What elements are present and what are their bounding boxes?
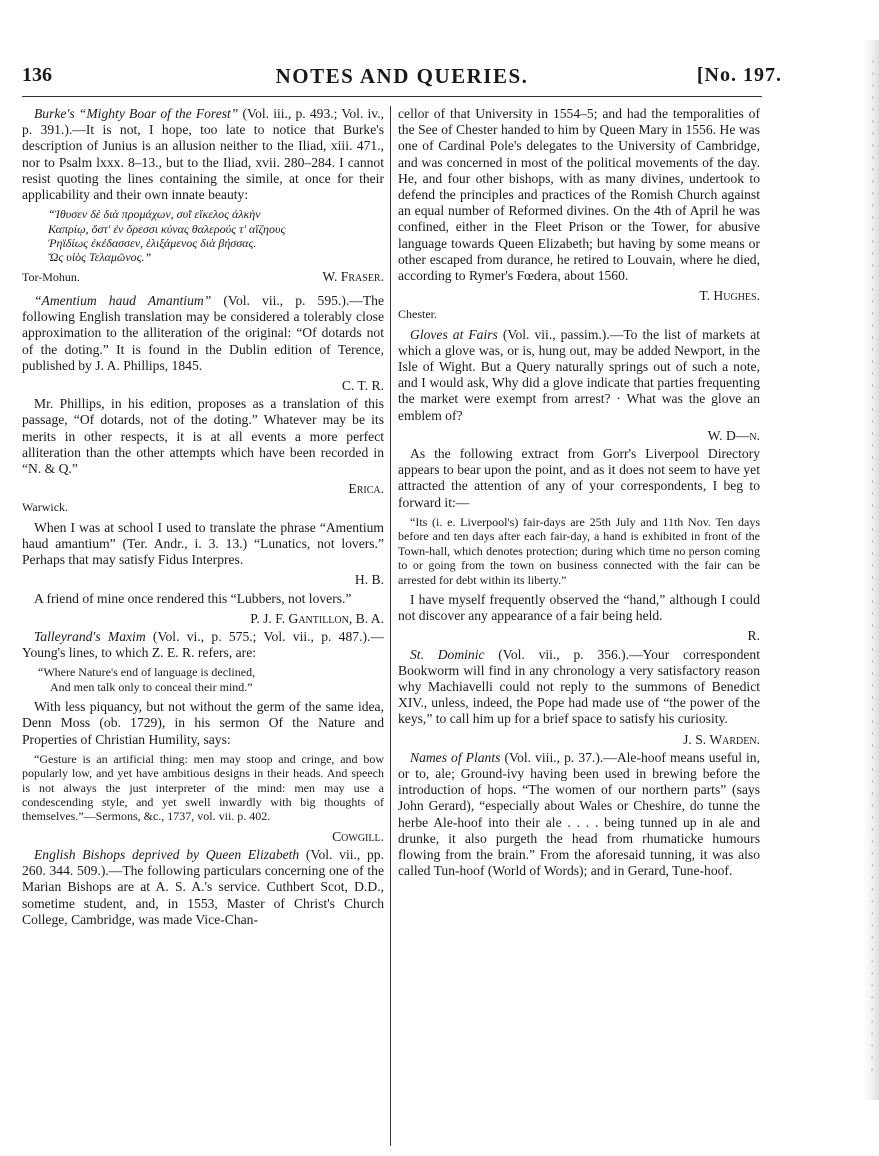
article-friend	[22, 591, 384, 627]
article-title: Talleyrand's Maxim	[34, 628, 146, 644]
article-text: (Vol. iii., p. 493.; Vol. iv., p. 391.).—It is not, I hope, too late to notice that Burke's description of Junius is an allusion neither to the Iliad, xiii. 471., nor to Psalm lxxx. 8–13., but to the Iliad, xvii. 280–284. I cannot resist quoting the lines containing the simile, at once for their applicability and their own innate beauty:	[22, 106, 384, 203]
document-page	[22, 62, 782, 1152]
article-text: (Vol. viii., p. 37.).—Ale-hoof means useful in, or to, ale; Ground-ivy having been used in brewing before the introduction of hops. “The women of our northern parts” (says John Gerard), “especially about Wales or Cheshire, do tunne the herbe Ale-hoof into their ale . . . . being tunned up in ale and drunke, it also purgeth the head from rhumaticke humours flowing from the brain.” From the aforesaid tunning, it was also called Tun-hoof (World of Words); and in Gerard, Tune-hoof.	[398, 749, 760, 879]
article-text: (Vol. vi., p. 575.; Vol. vii., p. 487.).—Young's lines, to which Z. E. R. refers, are:	[22, 628, 384, 661]
article-school	[22, 520, 384, 589]
article-phillips	[22, 396, 384, 515]
signature: Erica.	[348, 481, 384, 497]
location: Warwick.	[22, 500, 69, 515]
header-rule	[22, 96, 762, 97]
signature: P. J. F. Gantillon, B. A.	[250, 610, 384, 626]
left-column	[22, 106, 384, 932]
article-text: As the following extract from Gorr's Liverpool Directory appears to bear upon the point, and as it does not seem to have yet attracted the attention of any of your correspondents, I beg to forward it:—	[398, 446, 760, 510]
greek-line: “Ἰθυσεν δὲ διὰ προμάχων, συῒ εἴκελος ἀλκὴν	[48, 207, 261, 222]
article-title: English Bishops deprived by Queen Elizabeth	[34, 846, 300, 862]
article-text: Mr. Phillips, in his edition, proposes as a translation of this passage, “Of dotards, not of the doting.” Whatever may be its merits in other respects, it is at all events a more perfect alliteration than the other attempts which have been recorded in “N. & Q.”	[22, 396, 384, 477]
block-quote: “Gesture is an artificial thing: men may stoop and cringe, and bow popularly low, and yet have ambitious designs in their heads. And speech is not always the just interpreter of the mind: men may use a condescending style, and yet swell inwardly with big thoughts of themselves.”—Sermons, &c., 1737, vol. vii. p. 402.	[22, 751, 384, 824]
block-quote: “Its (i. e. Liverpool's) fair-days are 25th July and 11th Nov. Ten days before and ten days after each fair-day, a hand is exhibited in front of the Town-hall, which denotes protection; during which time no person coming to or going from the town on business connected with the fair can be arrested for debt within its liberty.”	[398, 514, 760, 587]
signature: J. S. Warden.	[683, 731, 760, 747]
article-text: I have myself frequently observed the “hand,” although I could not discover any appearance of a fair being held.	[398, 591, 760, 624]
signature: Cowgill.	[332, 828, 384, 844]
greek-line: Ῥηϊδίως ἐκέδασσεν, ἑλιξάμενος διὰ βήσσας.	[48, 236, 257, 251]
article-text: (Vol. vii., p. 356.).—Your correspondent Bookworm will find in any chronology a very satisfactory reason why Machiavelli could not reply to the summons of Benedict XIV., unless, indeed, the Pope had made use of “the power of the keys,” to call him up for a brief space to satisfy his curiosity.	[398, 646, 760, 727]
signature: W. Fraser.	[322, 268, 384, 284]
poem-line: “Where Nature's end of language is declined,	[38, 665, 256, 680]
article-text: cellor of that University in 1554–5; and had the temporalities of the See of Chester handed to him by Queen Mary in 1556. He was one of Cardinal Pole's delegates to the University of Cambridge, and was concerned in most of the political movements of the day. He, and four other bishops, with as many divines, undertook to defend the principles and practices of the Romish Church against an equal number of Reformed divines. On the 4th of April he was confined, either in the Fleet Prison or the Tower, for abusive language towards Queen Elizabeth; but having by some means or other escaped from durance, he retired to Louvain, where he died, according to Rymer's Fœdera, about 1560.	[398, 106, 760, 284]
article-amentium	[22, 293, 384, 394]
article-title: Names of Plants	[410, 749, 501, 765]
article-title: Burke's “Mighty Boar of the Forest”	[34, 106, 239, 121]
page-header	[22, 62, 782, 92]
greek-line: Καπρίῳ, ὅστ' ἐν ὄρεσσι κύνας θαλερούς τ' αἴζηους	[48, 221, 286, 236]
poem-line: And men talk only to conceal their mind.”	[50, 679, 253, 694]
article-text: (Vol. vii., p. 595.).—The following English translation may be considered a tolerably close approximation to the alliteration of the original: “Of dotards not of the doting.” It is found in the Dublin edition of Terence, published by J. A. Phillips, 1845.	[22, 293, 384, 373]
signature: R.	[747, 628, 760, 644]
article-text: (Vol. vii., pp. 260. 344. 509.).—The following particulars concerning one of the Marian Bishops are at A. S. A.'s service. Cuthbert Scot, D.D., sometime student, and, in 1553, Master of Christ's Church College, Cambridge, was made Vice-Chan-	[22, 846, 384, 927]
location: Tor-Mohun.	[22, 269, 80, 284]
right-column	[398, 106, 760, 883]
article-title: Gloves at Fairs	[410, 326, 498, 342]
greek-quote	[48, 207, 384, 265]
page-number: 136	[22, 64, 52, 86]
signature: T. Hughes.	[699, 288, 760, 304]
signature: W. D—n.	[707, 427, 760, 443]
article-bishops	[22, 847, 384, 928]
article-title: “Amentium haud Amantium”	[34, 293, 212, 309]
location: Chester.	[398, 307, 437, 322]
article-bishops-continued	[398, 106, 760, 323]
running-title: NOTES AND QUERIES.	[275, 64, 529, 88]
article-text: (Vol. vii., passim.).—To the list of markets at which a glove was, or is, hung out, may be added Newport, in the Isle of Wight. But a Query naturally springs out of such a note, and I would ask, Why did a glove indicate that parties frequenting the market were exempt from arrest? · What was the glove an emblem of?	[398, 326, 761, 423]
signature: C. T. R.	[341, 378, 384, 394]
issue-number: [No. 197.	[696, 64, 782, 86]
signature-line	[22, 269, 384, 289]
article-burke	[22, 106, 384, 289]
column-divider	[390, 106, 391, 1146]
article-talleyrand	[22, 629, 384, 845]
scan-edge-shadow	[839, 40, 879, 1100]
article-dominic	[398, 647, 760, 748]
greek-line: Ὤς υἱὸς Τελαμῶνος.”	[48, 250, 152, 265]
poem-quote	[38, 665, 384, 694]
article-text: When I was at school I used to translate the phrase “Amentium haud amantium” (Ter. Andr., i. 3. 13.) “Lunatics, not lovers.” Perhaps that may satisfy Fidus Interpres.	[22, 519, 384, 568]
signature: H. B.	[354, 572, 384, 588]
article-title: St. Dominic	[410, 646, 485, 662]
article-plants	[398, 750, 760, 880]
article-gloves	[398, 327, 760, 444]
article-text: With less piquancy, but not without the germ of the same idea, Denn Moss (ob. 1729), in his sermon Of the Nature and Properties of Christian Humility, says:	[22, 699, 384, 747]
article-text: A friend of mine once rendered this “Lubbers, not lovers.”	[34, 590, 352, 606]
article-gorr	[398, 446, 760, 644]
